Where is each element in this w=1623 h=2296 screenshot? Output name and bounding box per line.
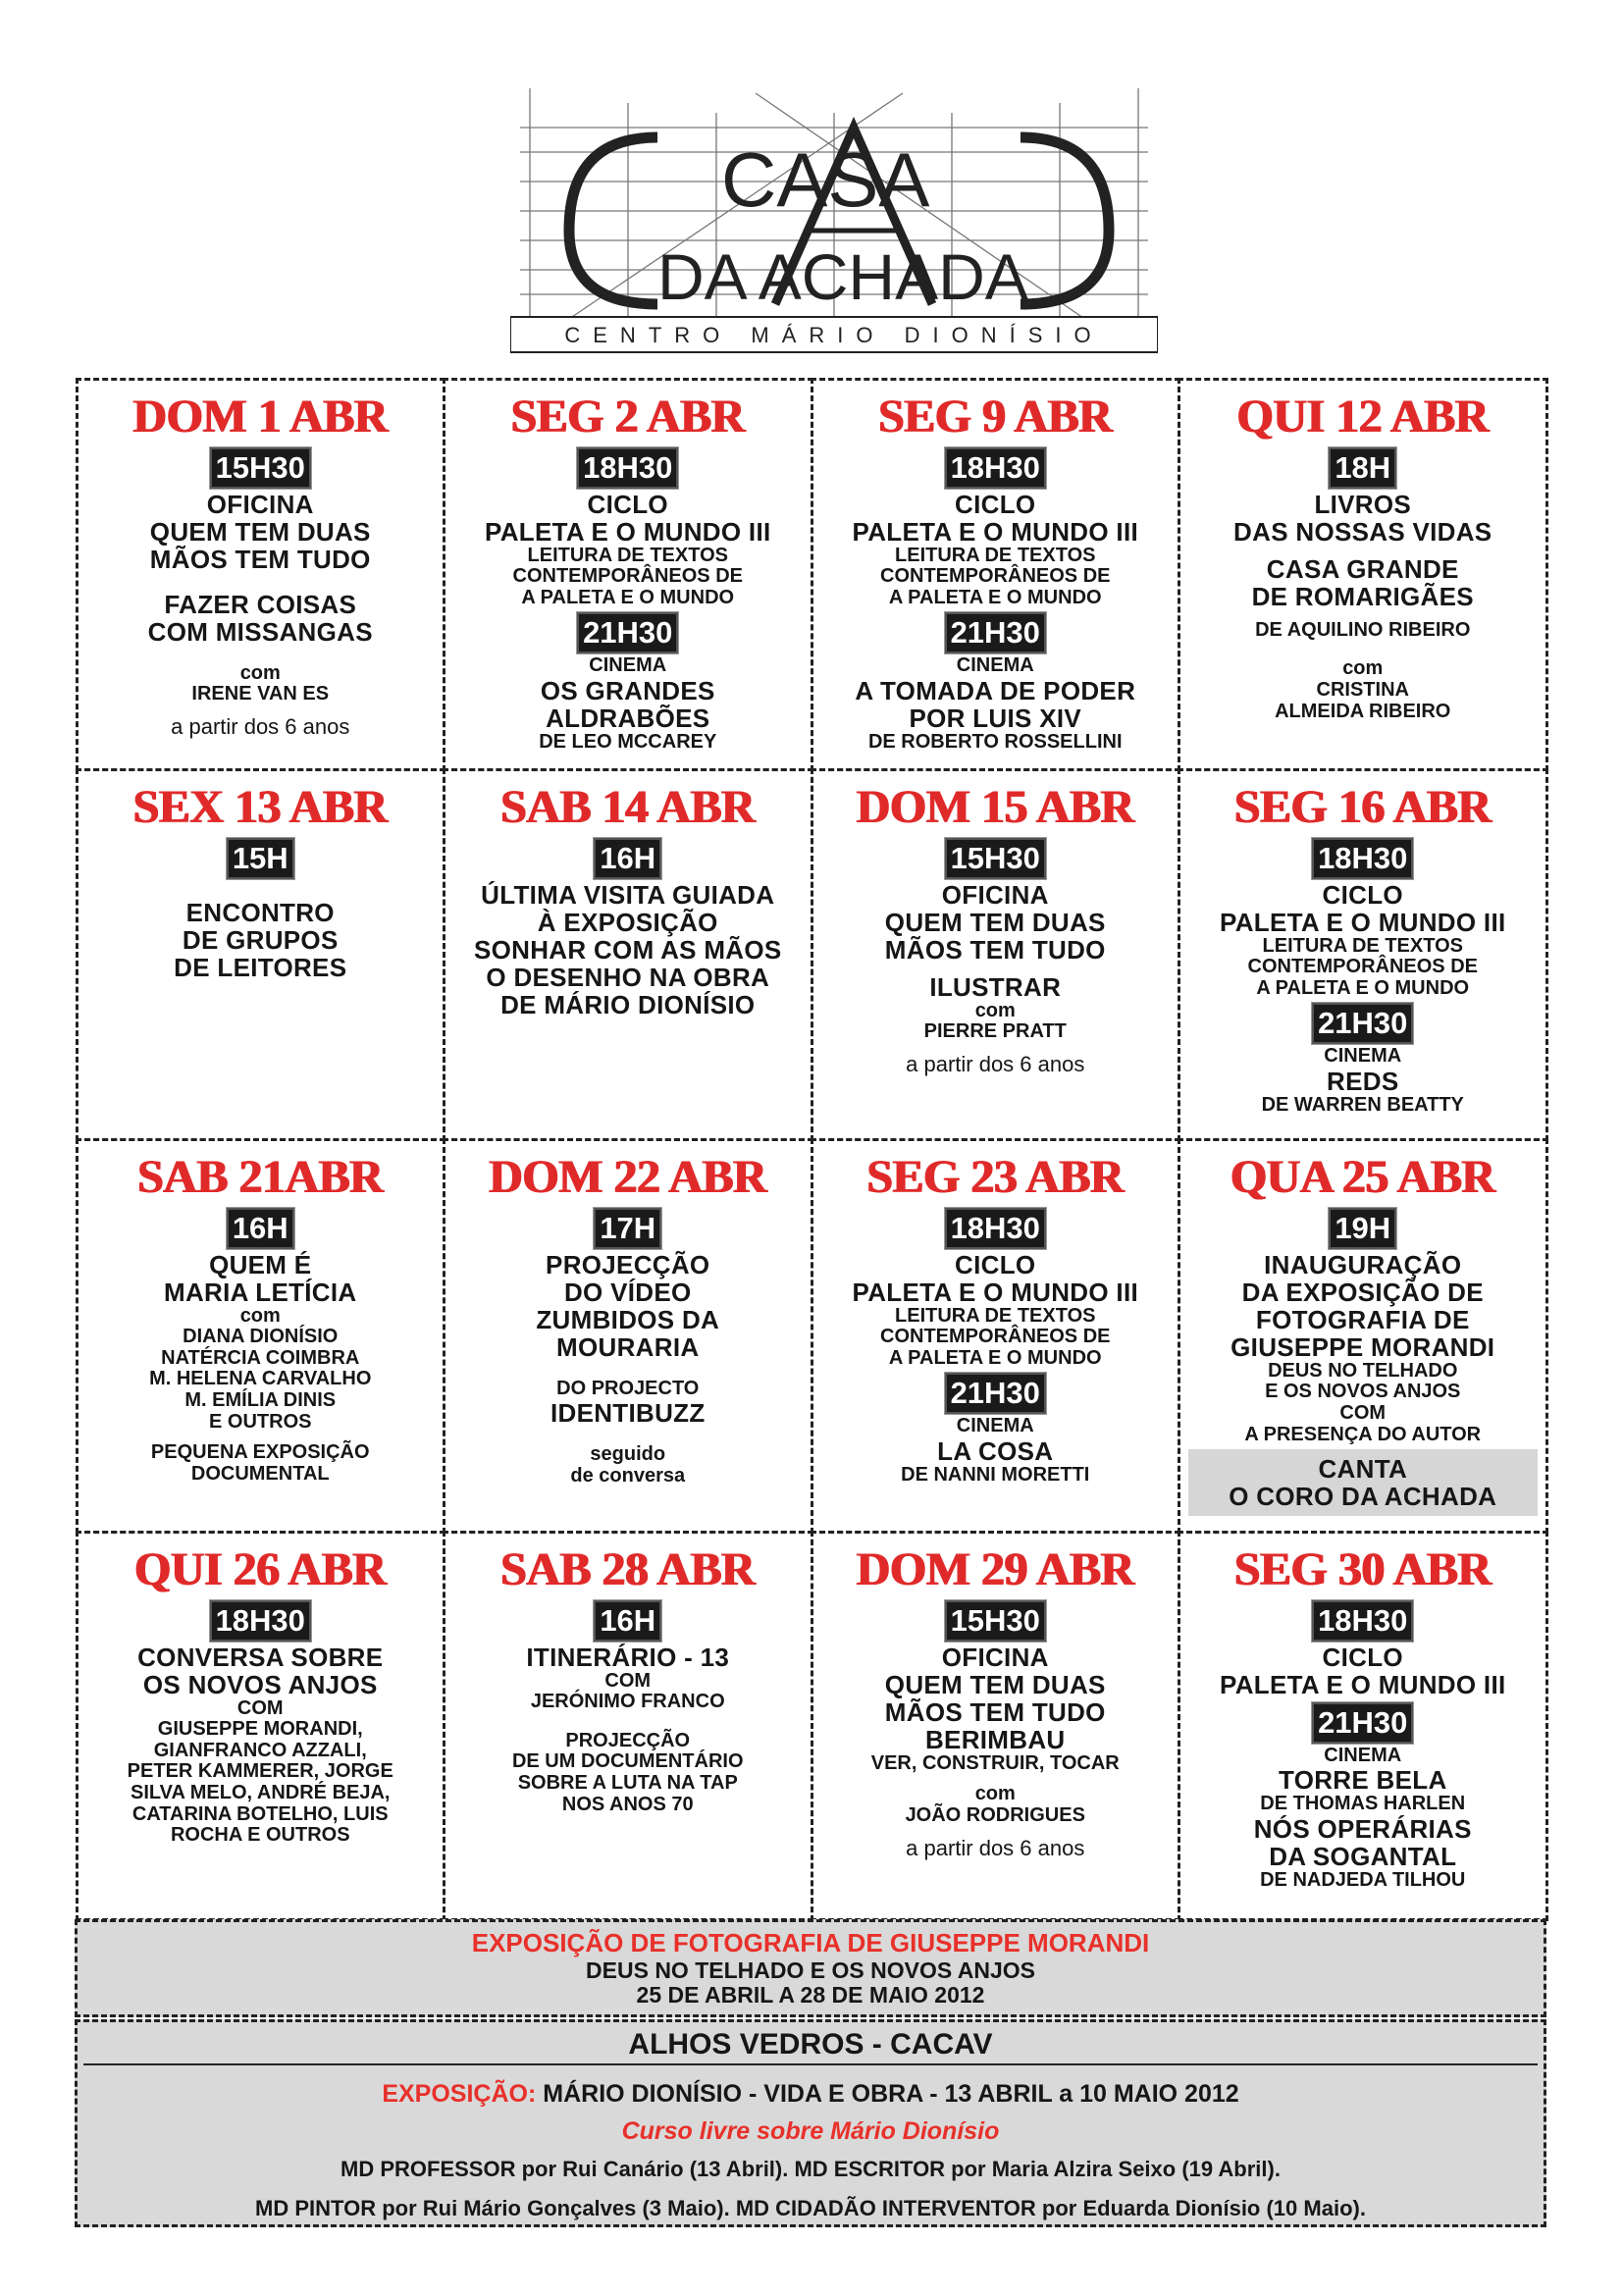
event-line: LEITURA DE TEXTOS	[1262, 934, 1463, 957]
event-line: BERIMBAU	[924, 1724, 1066, 1754]
event-line: DE NADJEDA TILHOU	[1260, 1869, 1466, 1892]
event-description	[821, 491, 1171, 609]
event-line: MARIA LETÍCIA	[164, 1277, 357, 1307]
course-line-2: MD PINTOR por Rui Mário Gonçalves (3 Maio). MD CIDADÃO INTERVENTOR por Eduarda Dionísio (10 Maio).	[255, 2196, 1366, 2220]
event-line: OFICINA	[941, 1642, 1049, 1672]
event-cell	[1178, 1138, 1548, 1534]
event-line: CONVERSA SOBRE	[137, 1642, 384, 1672]
event-day: SEX 13 ABR	[132, 780, 388, 833]
event-line: QUEM É	[209, 1249, 312, 1279]
event-description	[86, 1644, 436, 1847]
highlight-line: CANTA	[1318, 1454, 1408, 1485]
event-line: ALDRABÕES	[546, 704, 710, 734]
event-line: A PRESENÇA DO AUTOR	[1244, 1423, 1482, 1445]
event-time-2: 21H30	[1312, 1702, 1413, 1744]
event-cell	[76, 1531, 446, 1921]
event-line: CINEMA	[589, 654, 667, 677]
event-line: com	[1342, 657, 1384, 680]
event-line: NOS ANOS 70	[561, 1793, 694, 1815]
event-time-2: 21H30	[577, 612, 678, 653]
event-time: 15H30	[945, 838, 1046, 879]
event-cell	[1178, 378, 1548, 771]
event-time: 18H30	[945, 1208, 1046, 1249]
event-line: PALETA E O MUNDO III	[1219, 907, 1506, 937]
event-line: IRENE VAN ES	[191, 683, 330, 705]
event-time: 15H	[227, 838, 294, 879]
event-line: OFICINA	[206, 489, 314, 519]
event-day: SAB 21ABR	[137, 1150, 384, 1203]
event-line: MÃOS TEM TUDO	[884, 1696, 1106, 1727]
event-line: PALETA E O MUNDO III	[852, 1277, 1139, 1307]
event-line: TORRE BELA	[1278, 1765, 1447, 1796]
event-line: CONTEMPORÂNEOS DE	[512, 565, 743, 588]
event-line: PALETA E O MUNDO III	[1219, 1669, 1506, 1699]
event-time-2: 21H30	[945, 1373, 1046, 1414]
event-line: GIUSEPPE MORANDI,	[157, 1718, 363, 1741]
event-line: JERÓNIMO FRANCO	[530, 1691, 725, 1713]
highlight-line: O CORO DA ACHADA	[1229, 1482, 1497, 1512]
event-time: 16H	[594, 838, 661, 879]
event-line: DE LEITORES	[174, 952, 347, 982]
event-line: DOCUMENTAL	[190, 1462, 330, 1485]
event-cell	[811, 378, 1181, 771]
alhos-vedros-band	[75, 2019, 1546, 2227]
event-line: CINEMA	[1324, 1744, 1402, 1766]
event-cell	[443, 768, 813, 1141]
event-cell	[76, 1138, 446, 1534]
event-line: CINEMA	[1324, 1045, 1402, 1068]
event-line: CINEMA	[956, 1415, 1034, 1437]
spacer	[86, 646, 436, 663]
event-line: IDENTIBUZZ	[550, 1398, 706, 1429]
event-line: PETER KAMMERER, JORGE	[127, 1760, 393, 1783]
logo-subtitle: CENTRO MÁRIO DIONÍSIO	[564, 323, 1104, 347]
event-line: a partir dos 6 anos	[171, 714, 350, 740]
event-line: DE WARREN BEATTY	[1261, 1094, 1464, 1117]
event-line: QUEM TEM DUAS	[884, 1669, 1106, 1699]
event-day: QUA 25 ABR	[1230, 1150, 1495, 1203]
event-day: DOM 22 ABR	[489, 1150, 767, 1203]
spacer	[453, 1713, 803, 1731]
event-line: PEQUENA EXPOSIÇÃO	[150, 1441, 370, 1464]
event-line: A PALETA E O MUNDO	[888, 1346, 1102, 1369]
event-day: SEG 30 ABR	[1233, 1542, 1492, 1595]
event-time: 16H	[594, 1600, 661, 1642]
event-line: DE MÁRIO DIONÍSIO	[500, 989, 756, 1019]
event-time: 17H	[594, 1208, 661, 1249]
event-time-2: 21H30	[1312, 1003, 1413, 1044]
event-description	[453, 881, 803, 1018]
event-line: DE LEO MCCAREY	[539, 731, 717, 754]
event-line: seguido	[590, 1443, 666, 1466]
morandi-exhibition-band	[75, 1919, 1546, 2017]
event-line: PALETA E O MUNDO III	[484, 516, 771, 547]
event-line: LEITURA DE TEXTOS	[527, 544, 728, 566]
spacer	[453, 1427, 803, 1444]
event-day: DOM 1 ABR	[132, 390, 388, 443]
event-time: 18H30	[577, 447, 678, 489]
event-line: O DESENHO NA OBRA	[486, 962, 770, 992]
event-description	[1188, 1251, 1538, 1446]
event-line: INAUGURAÇÃO	[1264, 1249, 1462, 1279]
event-description	[821, 1251, 1171, 1370]
event-description	[821, 655, 1171, 753]
event-time: 16H	[227, 1208, 294, 1249]
event-line: de conversa	[570, 1465, 686, 1487]
event-line: A PALETA E O MUNDO	[1256, 976, 1470, 999]
event-line: ITINERÁRIO - 13	[526, 1642, 730, 1672]
event-time: 18H30	[1312, 838, 1413, 879]
event-line: LEITURA DE TEXTOS	[895, 1304, 1096, 1327]
event-line: DE ROMARIGÃES	[1251, 581, 1474, 611]
course-title: Curso livre sobre Mário Dionísio	[621, 2117, 1000, 2145]
event-cell	[811, 1531, 1181, 1921]
event-line: A PALETA E O MUNDO	[521, 586, 735, 608]
event-line: MÃOS TEM TUDO	[884, 934, 1106, 965]
logo-casa-text: CASA	[721, 136, 930, 223]
event-cell	[1178, 1531, 1548, 1921]
event-time: 15H30	[210, 447, 311, 489]
event-description	[86, 1251, 436, 1486]
alhos-vedros-heading: ALHOS VEDROS - CACAV	[83, 2026, 1538, 2065]
exposicao-label: EXPOSIÇÃO:	[382, 2080, 537, 2108]
event-time-2: 21H30	[945, 612, 1046, 653]
event-line: DE UM DOCUMENTÁRIO	[511, 1750, 744, 1773]
event-line: POR LUIS XIV	[909, 704, 1082, 734]
event-grid	[77, 379, 1546, 1919]
event-cell	[76, 378, 446, 771]
event-line: JOÃO RODRIGUES	[905, 1804, 1085, 1826]
event-description	[1188, 1644, 1538, 1698]
event-description	[453, 491, 803, 609]
event-cell	[76, 768, 446, 1141]
event-line: ZUMBIDOS DA	[536, 1304, 720, 1334]
event-line: NATÉRCIA COIMBRA	[161, 1346, 360, 1369]
event-line: DE GRUPOS	[182, 924, 339, 955]
event-line: QUEM TEM DUAS	[149, 516, 371, 547]
event-day: SAB 28 ABR	[500, 1542, 756, 1595]
logo-graphic	[510, 83, 1158, 363]
event-line: E OUTROS	[209, 1410, 312, 1433]
event-line: GIANFRANCO AZZALI,	[153, 1739, 367, 1761]
event-line: CONTEMPORÂNEOS DE	[880, 1326, 1111, 1348]
event-day: SEG 23 ABR	[866, 1150, 1125, 1203]
event-line: PIERRE PRATT	[923, 1020, 1067, 1043]
event-time: 18H30	[210, 1600, 311, 1642]
course-line-1: MD PROFESSOR por Rui Canário (13 Abril). MD ESCRITOR por Maria Alzira Seixo (19 Abril).	[340, 2157, 1281, 2181]
event-line: DE AQUILINO RIBEIRO	[1255, 618, 1471, 641]
event-line: À EXPOSIÇÃO	[537, 907, 718, 937]
event-cell	[811, 1138, 1181, 1534]
event-line: DE THOMAS HARLEN	[1260, 1793, 1466, 1815]
event-line: DE NANNI MORETTI	[901, 1464, 1090, 1487]
event-line: CONTEMPORÂNEOS DE	[1247, 956, 1478, 978]
event-line: DO VÍDEO	[563, 1277, 692, 1307]
event-description	[1188, 1046, 1538, 1116]
event-line: CRISTINA	[1316, 679, 1409, 701]
spacer	[86, 881, 436, 899]
morandi-exhibition-subtitle: DEUS NO TELHADO E OS NOVOS ANJOS	[586, 1957, 1035, 1983]
event-line: OS NOVOS ANJOS	[142, 1669, 378, 1699]
event-line: CICLO	[587, 489, 668, 519]
event-line: LIVROS	[1314, 489, 1412, 519]
event-line: CATARINA BOTELHO, LUIS	[131, 1802, 389, 1825]
event-cell	[443, 1138, 813, 1534]
event-line: SOBRE A LUTA NA TAP	[517, 1771, 738, 1794]
event-line: CICLO	[1322, 879, 1403, 910]
event-description	[453, 655, 803, 753]
event-line: NÓS OPERÁRIAS	[1253, 1813, 1472, 1844]
event-description	[453, 1644, 803, 1816]
event-line: DAS NOSSAS VIDAS	[1233, 516, 1492, 547]
exposicao-line	[78, 2075, 1544, 2113]
spacer	[86, 573, 436, 591]
morandi-exhibition-dates: 25 DE ABRIL A 28 DE MAIO 2012	[636, 1982, 985, 2009]
event-cell	[1178, 768, 1548, 1141]
event-line: DA SOGANTAL	[1269, 1842, 1457, 1871]
event-line: ENCONTRO	[185, 897, 335, 927]
highlight-box	[1188, 1449, 1538, 1516]
event-description	[86, 881, 436, 981]
event-line: LEITURA DE TEXTOS	[895, 544, 1096, 566]
event-line: COM	[1339, 1402, 1387, 1424]
event-description	[86, 491, 436, 739]
event-cell	[811, 768, 1181, 1141]
event-line: M. EMÍLIA DINIS	[184, 1389, 337, 1412]
event-line: QUEM TEM DUAS	[884, 907, 1106, 937]
event-day: SEG 16 ABR	[1233, 780, 1492, 833]
exposicao-text: MÁRIO DIONÍSIO - VIDA E OBRA - 13 ABRIL a 10 MAIO 2012	[543, 2080, 1239, 2108]
event-line: PROJECÇÃO	[546, 1249, 710, 1279]
event-time: 18H30	[1312, 1600, 1413, 1642]
event-description	[821, 1416, 1171, 1486]
event-time: 19H	[1329, 1208, 1396, 1249]
event-line: DA EXPOSIÇÃO DE	[1241, 1277, 1484, 1307]
casa-da-achada-logo	[510, 83, 1158, 363]
event-line: VER, CONSTRUIR, TOCAR	[870, 1751, 1120, 1774]
event-day: QUI 26 ABR	[134, 1542, 387, 1595]
event-line: SILVA MELO, ANDRÉ BEJA,	[131, 1782, 391, 1804]
event-line: a partir dos 6 anos	[906, 1052, 1085, 1076]
event-description	[1188, 881, 1538, 1000]
event-line: SONHAR COM AS MÃOS	[473, 934, 782, 965]
event-time: 15H30	[945, 1600, 1046, 1642]
event-line: REDS	[1327, 1067, 1399, 1097]
spacer	[1188, 641, 1538, 658]
spacer	[453, 1361, 803, 1379]
event-line: CINEMA	[956, 654, 1034, 677]
event-line: COM	[236, 1696, 284, 1719]
event-line: LA COSA	[937, 1436, 1054, 1467]
event-line: MÃOS TEM TUDO	[149, 544, 371, 574]
event-day: DOM 15 ABR	[856, 780, 1134, 833]
event-line: com	[239, 661, 281, 684]
event-line: OFICINA	[941, 879, 1049, 910]
morandi-exhibition-title: EXPOSIÇÃO DE FOTOGRAFIA DE GIUSEPPE MORANDI	[471, 1928, 1150, 1957]
event-line: A PALETA E O MUNDO	[888, 586, 1102, 608]
event-description	[821, 881, 1171, 1076]
event-line: com	[974, 999, 1016, 1021]
event-description	[453, 1251, 803, 1487]
event-line: OS GRANDES	[540, 676, 715, 706]
event-line: MOURARIA	[556, 1331, 700, 1362]
event-line: DEUS NO TELHADO	[1268, 1359, 1458, 1382]
event-line: COM MISSANGAS	[147, 616, 373, 647]
event-line: COM	[604, 1669, 652, 1692]
event-line: DIANA DIONÍSIO	[183, 1326, 339, 1348]
event-day: DOM 29 ABR	[856, 1542, 1134, 1595]
event-line: PROJECÇÃO	[565, 1729, 691, 1751]
event-description	[1188, 491, 1538, 723]
event-line: GIUSEPPE MORANDI	[1230, 1331, 1495, 1362]
event-line: CICLO	[955, 489, 1036, 519]
event-cell	[443, 378, 813, 771]
event-line: CONTEMPORÂNEOS DE	[880, 565, 1111, 588]
event-line: DE ROBERTO ROSSELLINI	[867, 731, 1123, 754]
event-line: ILUSTRAR	[929, 971, 1062, 1002]
event-line: com	[239, 1304, 281, 1327]
event-line: M. HELENA CARVALHO	[149, 1368, 372, 1390]
event-day: SEG 2 ABR	[510, 390, 745, 443]
event-line: DO PROJECTO	[556, 1377, 700, 1399]
logo-achada-text: DA ACHADA	[657, 240, 1028, 313]
event-day: SAB 14 ABR	[500, 780, 756, 833]
event-line: FAZER COISAS	[164, 589, 357, 619]
event-line: ALMEIDA RIBEIRO	[1275, 700, 1451, 722]
event-line: CICLO	[955, 1249, 1036, 1279]
event-line: A TOMADA DE PODER	[855, 676, 1136, 706]
event-line: ÚLTIMA VISITA GUIADA	[481, 879, 775, 910]
event-day: QUI 12 ABR	[1236, 390, 1489, 443]
event-description	[821, 1644, 1171, 1860]
event-time: 18H	[1329, 447, 1396, 489]
event-line: PALETA E O MUNDO III	[852, 516, 1139, 547]
event-cell	[443, 1531, 813, 1921]
event-line: CICLO	[1322, 1642, 1403, 1672]
event-description	[1188, 1746, 1538, 1892]
event-line: FOTOGRAFIA DE	[1255, 1304, 1470, 1334]
event-day: SEG 9 ABR	[878, 390, 1113, 443]
event-time: 18H30	[945, 447, 1046, 489]
event-line: CASA GRANDE	[1266, 553, 1459, 584]
event-line: ROCHA E OUTROS	[170, 1824, 350, 1847]
event-line: a partir dos 6 anos	[906, 1835, 1085, 1860]
event-line: com	[974, 1783, 1016, 1805]
event-line: E OS NOVOS ANJOS	[1265, 1381, 1461, 1403]
